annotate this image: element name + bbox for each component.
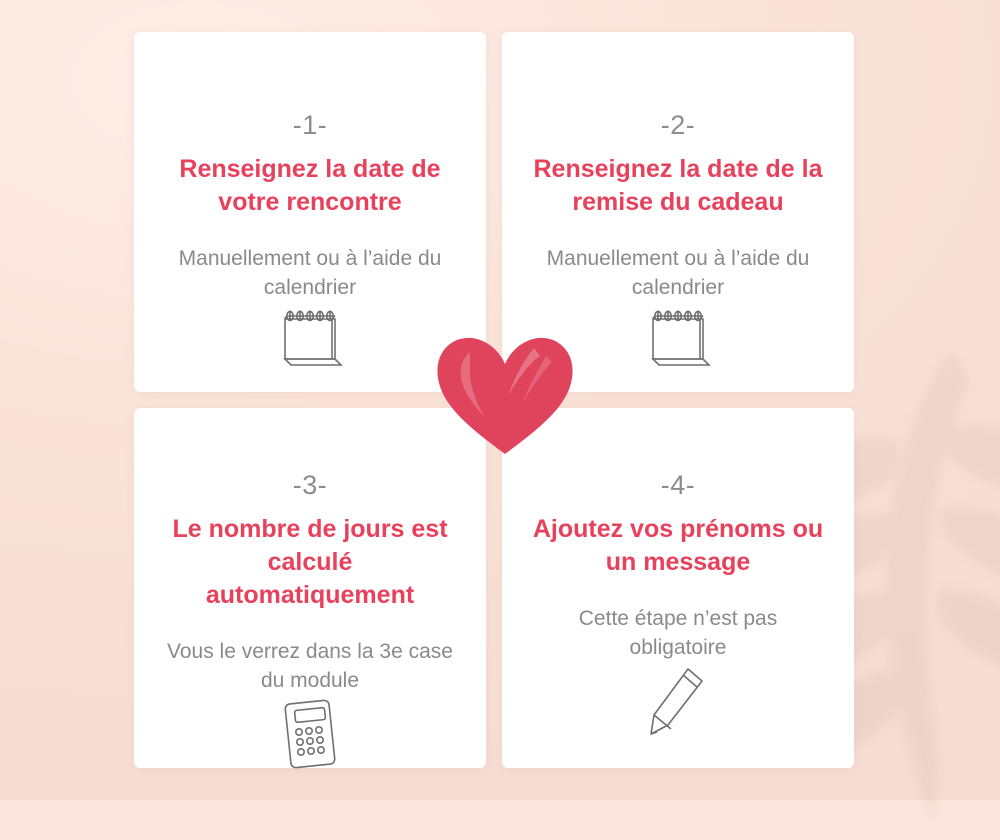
step-title: Le nombre de jours est calculé automatiquement (172, 515, 448, 609)
calendar-icon (273, 303, 347, 373)
heart-icon (430, 330, 580, 460)
step-card-3 (134, 408, 486, 768)
calendar-icon (641, 303, 715, 373)
step-subtitle: Manuellement ou à l’aide du calendrier (546, 247, 810, 299)
step-title: Renseignez la date de votre rencontre (179, 155, 441, 216)
step-subtitle: Manuellement ou à l’aide du calendrier (178, 247, 442, 299)
calculator-icon (274, 696, 346, 772)
step-number: -2- (660, 110, 696, 140)
step-card-4 (502, 408, 854, 768)
step-subtitle: Vous le verrez dans la 3e case du module (166, 640, 453, 692)
step-number: -4- (660, 470, 696, 500)
step-title: Ajoutez vos prénoms ou un message (532, 515, 824, 576)
pencil-icon (642, 663, 714, 742)
step-subtitle: Cette étape n’est pas obligatoire (578, 607, 778, 659)
step-number: -1- (292, 110, 328, 140)
step-number: -3- (292, 470, 328, 500)
step-title: Renseignez la date de la remise du cadeau (533, 155, 823, 216)
